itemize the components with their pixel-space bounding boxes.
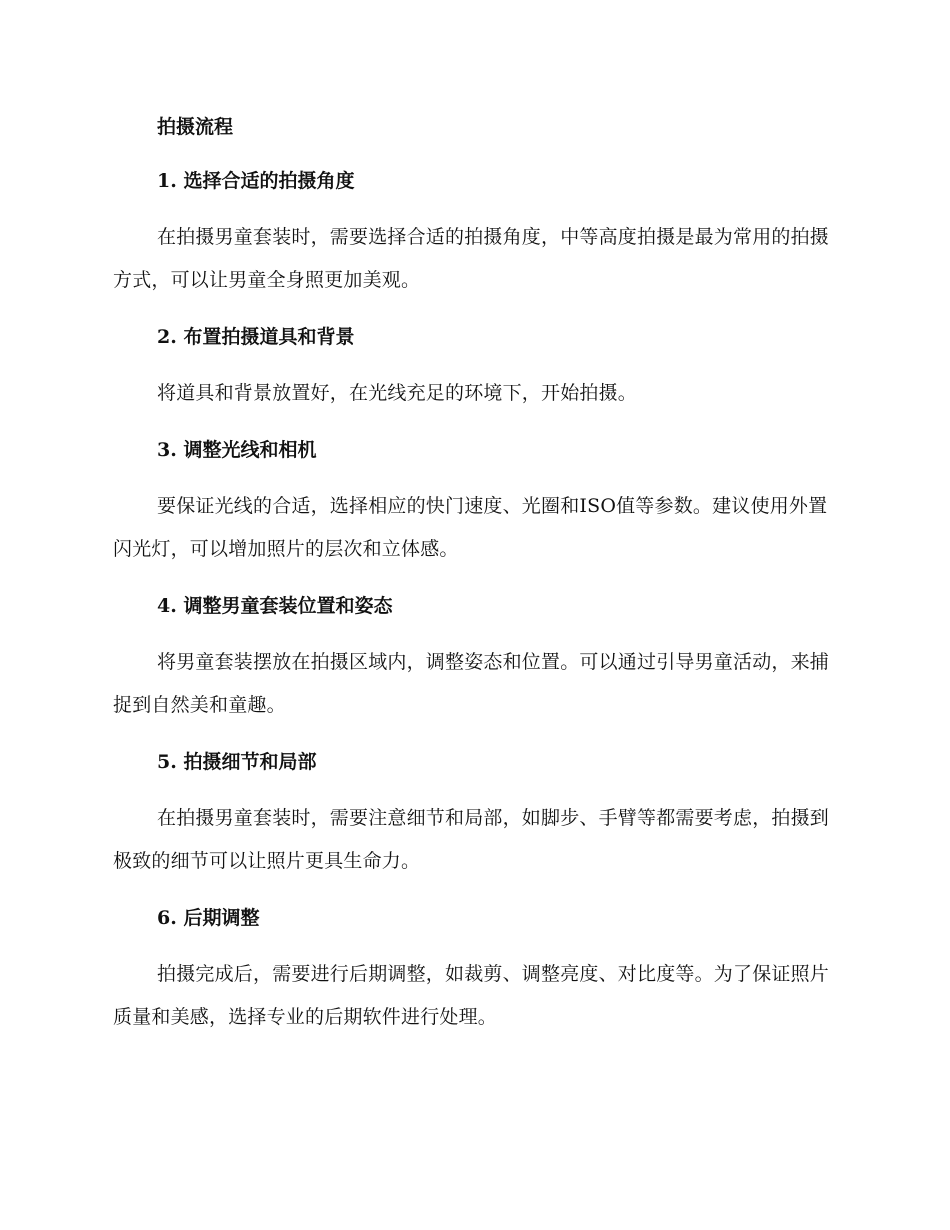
document-content — [113, 108, 831, 1055]
section-2 — [113, 318, 831, 415]
section-heading: 5. 拍摄细节和局部 — [157, 751, 317, 773]
section-5 — [113, 743, 831, 883]
section-body: 在拍摄男童套装时，需要选择合适的拍摄角度，中等高度拍摄是最为常用的拍摄方式，可以让男童全身照更加美观。 — [113, 226, 830, 291]
section-body: 将男童套装摆放在拍摄区域内，调整姿态和位置。可以通过引导男童活动，来捕捉到自然美和童趣。 — [113, 651, 830, 716]
section-heading: 3. 调整光线和相机 — [157, 439, 317, 461]
section-heading: 1. 选择合适的拍摄角度 — [157, 170, 355, 192]
section-4 — [113, 587, 831, 727]
section-body: 拍摄完成后，需要进行后期调整，如裁剪、调整亮度、对比度等。为了保证照片质量和美感，选择专业的后期软件进行处理。 — [113, 963, 830, 1028]
section-heading: 2. 布置拍摄道具和背景 — [157, 326, 355, 348]
section-heading: 4. 调整男童套装位置和姿态 — [157, 595, 393, 617]
section-heading: 6. 后期调整 — [157, 907, 260, 929]
section-6 — [113, 899, 831, 1039]
section-3 — [113, 431, 831, 571]
section-1 — [113, 162, 831, 302]
document-title: 拍摄流程 — [157, 116, 234, 138]
section-body: 将道具和背景放置好，在光线充足的环境下，开始拍摄。 — [157, 382, 638, 404]
section-body: 要保证光线的合适，选择相应的快门速度、光圈和ISO值等参数。建议使用外置闪光灯，可以增加照片的层次和立体感。 — [113, 495, 828, 560]
section-body: 在拍摄男童套装时，需要注意细节和局部，如脚步、手臂等都需要考虑，拍摄到极致的细节可以让照片更具生命力。 — [113, 807, 830, 872]
